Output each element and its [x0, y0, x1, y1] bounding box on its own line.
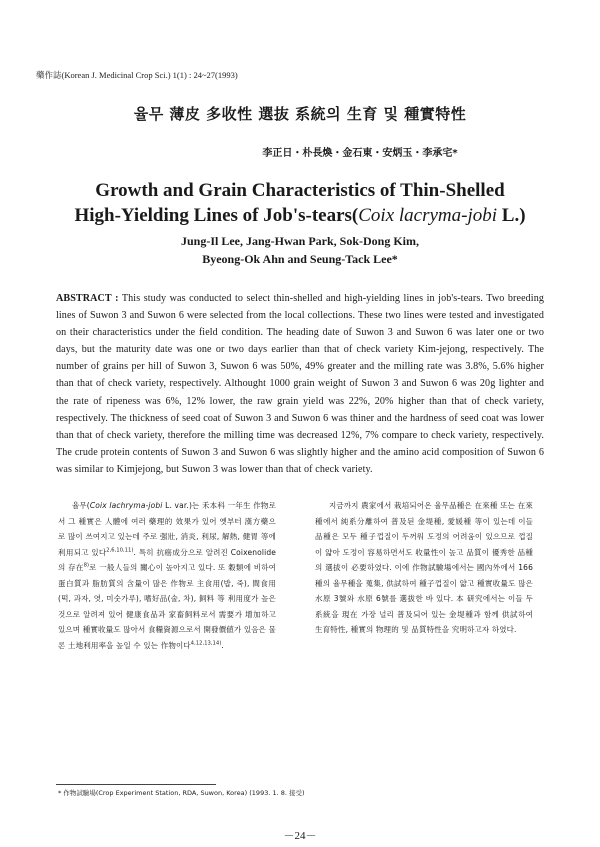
intro-text-4: .: [221, 640, 224, 650]
abstract-label: ABSTRACT :: [56, 293, 119, 304]
english-authors-line-1: Jung-Il Lee, Jang-Hwan Park, Sok-Dong Kim,: [180, 234, 420, 248]
intro-text-2: . 특히 抗癌成分으로 알려진 Coixenolide의 存在: [58, 547, 276, 572]
abstract-text: This study was conducted to select thin-shelled and high-yielding lines in job's-tears. Two breeding lines of Suwon 3 and Suwon 6 were selected from the local collections. These two lines were tested and investigated on their characteristics under the field condition. The heading date of Suwon 3 and Suwon 6 was later one or two days, but the maturity date was one or two days earlier than that of check variety Kim-jejong, respectively. The number of grains per hill of Suwon 3, Suwon 6 was 50%, 49% greater and the milling rate was 3.8%, 5.6% higher than that of check variety, respectively. Althought 1000 grain weight of Suwon 3 and Suwon 6 was 20g lighter and the rate of ripeness was 6%, 12% lower, the raw grain yield was 22%, 20% higher than that of check variety, respectively. The thickness of seed coat of Suwon 3 and Suwon 6 was thiner and the hardness of seed coat was lower than that of check variety, therefore the milling time was decreased 12%, 7% compare to check variety, respectively. The crude protein contents of Suwon 3 and Suwon 6 was slightly higher and the amino acid composition of Suwon 6 was similar to Kimjejong, but Suwon 3 was lower than that of check variety.: [56, 293, 545, 475]
abstract: [56, 290, 544, 478]
intro-paragraph: [58, 498, 276, 653]
intro-left-column: [58, 498, 276, 653]
page-number: －24－: [283, 830, 317, 842]
english-title-line-2: [0, 203, 600, 228]
english-title: [0, 178, 600, 228]
english-authors: [0, 232, 600, 268]
english-title-line-1: Growth and Grain Characteristics of Thin-Shelled: [95, 180, 505, 201]
english-authors-line-2: Byeong-Ok Ahn and Seung-Tack Lee*: [202, 252, 398, 266]
intro-text-1: L. var.)는 禾本科 一年生 作物로서 그 種實은 人體에 여러 藥理的 效果가 있어 옛부터 漢方藥으로 많이 쓰여지고 있는데 주로 强壯, 消炎, 利尿, 解熱, 健胃 等에 利用되고 있다: [58, 501, 276, 557]
intro-text-3: 로 一般人들의 關心이 높아지고 있다. 또 穀類에 비하여 蛋白質과 脂肪質의 含量이 많은 作物로 主食用(밥, 죽), 間食用(떡, 과자, 엿, 미숫가루), 嗜好品(술, 차), 飼料 等 利用度가 높은 것으로 알려져 있어 健康食品과 家畜飼料로서 需要가 增加하고 있으며 種實收量도 많아서 食糧資源으로서 開發價値가 있음은 물론 土地利用率을 높일 수 있는 作物이다: [58, 563, 276, 650]
intro-species-name: Coix lachryma-jobi: [89, 501, 163, 510]
citation-ref-1: 2,6,10,11): [106, 547, 134, 553]
intro-right-column: [315, 498, 533, 638]
english-title-suffix: L.): [497, 205, 526, 226]
intro-text-start: 율무(: [72, 501, 90, 510]
korean-title: 율무 薄皮 多收性 選抜 系統의 生育 및 種實特性: [133, 105, 467, 123]
english-title-prefix: High-Yielding Lines of Job's-tears(: [74, 205, 359, 226]
citation-ref-3: 4,12,13,14): [190, 640, 222, 646]
journal-header: 藥作誌(Korean J. Medicinal Crop Sci.) 1(1) : 24~27(1993): [36, 70, 238, 80]
species-name: Coix lacryma-jobi: [358, 205, 498, 226]
citation-ref-2: 8): [83, 562, 90, 569]
footnote: * 作物試驗場(Crop Experiment Station, RDA, Suwon, Korea) (1993. 1. 8. 接受): [58, 789, 305, 797]
footnote-divider: [56, 784, 216, 785]
intro-right-paragraph: 지금까지 農家에서 栽培되어온 율무品種은 在來種 또는 在來種에서 純系分離하여 普及된 金堤種, 愛媛種 等이 있는데 이들 品種은 모두 種子껍질이 두꺼워 도정의 어려움이 있으므로 껍질이 얇아 도정이 容易하면서도 收量性이 높고 品質이 優秀한 品種의 選拔이 必要하였다. 이에 作物試驗場에서는 國內外에서 166種의 율무種을 蒐集, 供試하여 種子껍질이 얇고 種實收量도 많은 水原 3號와 水原 6號를 選拔한 바 있다. 本 研究에서는 이들 두 系統을 現在 가장 널리 普及되어 있는 金堤種과 함께 供試하여 生育特性, 種實의 物理的 및 品質特性을 究明하고자 하였다.: [315, 501, 533, 634]
korean-authors: 李正日・朴長煥・金石東・安炳玉・李承宅*: [262, 148, 458, 159]
